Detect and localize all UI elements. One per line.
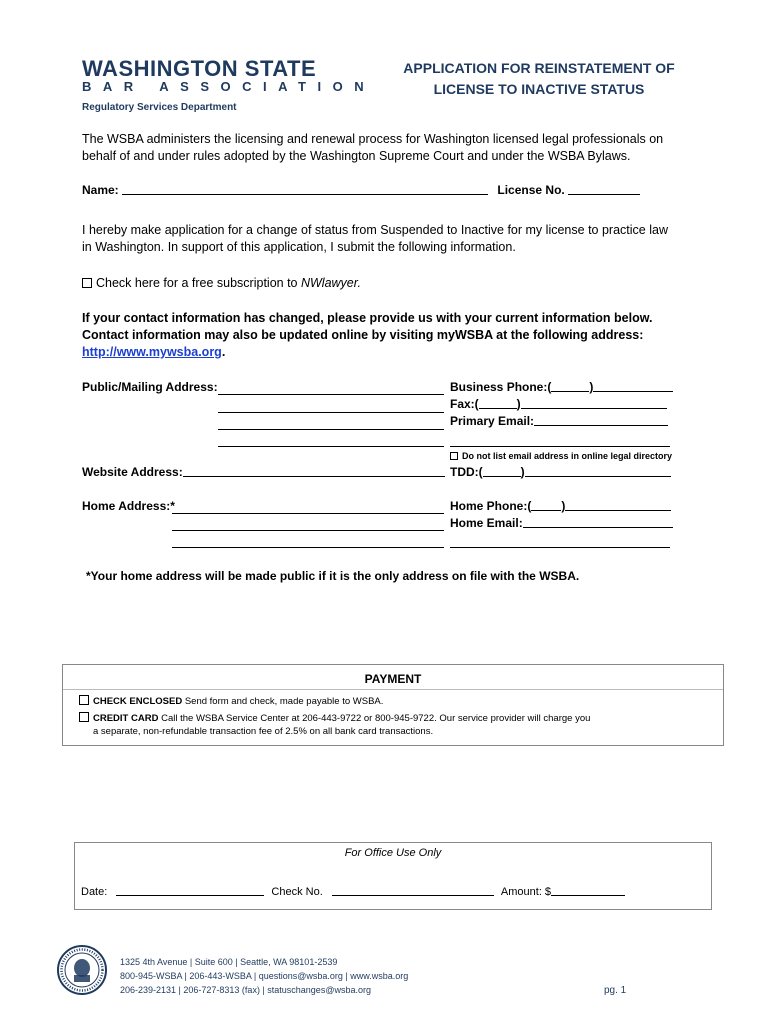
- primary-email-field-2[interactable]: [450, 446, 670, 447]
- fax-area-field[interactable]: [479, 408, 517, 409]
- document-title-line1: APPLICATION FOR REINSTATEMENT OF: [403, 60, 675, 76]
- home-phone-field[interactable]: [565, 510, 671, 511]
- home-address-line-1[interactable]: [172, 513, 444, 514]
- contact-notice-suffix: .: [221, 345, 226, 359]
- payment-box: [62, 664, 724, 746]
- mailing-address-line-4[interactable]: [218, 446, 444, 447]
- home-phone-label: Home Phone:(: [450, 499, 532, 513]
- business-phone-label: Business Phone:(: [450, 380, 552, 394]
- home-address-line-3[interactable]: [172, 547, 444, 548]
- website-field[interactable]: [183, 476, 445, 477]
- mailing-address-line-2[interactable]: [218, 412, 444, 413]
- credit-card-row: [79, 712, 590, 724]
- name-row: [82, 183, 640, 197]
- credit-card-fee-text: a separate, non-refundable transaction fee of 2.5% on all bank card transactions.: [93, 726, 434, 737]
- tdd-label: TDD:(: [450, 465, 483, 479]
- business-phone-area-field[interactable]: [551, 391, 589, 392]
- office-date-field[interactable]: [116, 895, 264, 896]
- document-title-line2: LICENSE TO INACTIVE STATUS: [433, 81, 645, 97]
- wsba-logo-subtitle: BAR ASSOCIATION: [82, 79, 376, 94]
- office-amount-field[interactable]: [551, 895, 625, 896]
- mywsba-link[interactable]: http://www.mywsba.org: [82, 345, 222, 359]
- subscription-label: Check here for a free subscription to: [96, 276, 301, 290]
- credit-card-text: Call the WSBA Service Center at 206-443-9722 or 800-945-9722. Our service provider will charge you: [158, 713, 591, 724]
- home-phone-row: Home Phone:( ): [450, 499, 671, 513]
- page-number: pg. 1: [604, 985, 627, 996]
- wsba-seal-icon: [56, 944, 108, 996]
- home-email-field-2[interactable]: [450, 547, 670, 548]
- primary-email-row: [450, 414, 668, 428]
- subscription-row: [82, 276, 361, 290]
- business-phone-field[interactable]: [593, 391, 673, 392]
- home-address-label: Home Address:*: [82, 499, 175, 513]
- mailing-address-line-3[interactable]: [218, 429, 444, 430]
- intro-paragraph: The WSBA administers the licensing and renewal process for Washington licensed legal professionals on behalf of and under rules adopted by the Washington Supreme Court and under the WSBA Bylaws.: [82, 132, 664, 163]
- footer-phones-email: 800-945-WSBA | 206-443-WSBA | questions@wsba.org | www.wsba.org: [120, 971, 409, 981]
- tdd-field[interactable]: [525, 476, 671, 477]
- payment-title: PAYMENT: [364, 672, 422, 686]
- name-field[interactable]: [122, 194, 488, 195]
- no-list-email-label: Do not list email address in online legal directory: [462, 451, 673, 461]
- document-title: [380, 58, 698, 100]
- nwlawyer-title: NWlawyer.: [300, 276, 361, 290]
- check-enclosed-checkbox[interactable]: [79, 695, 89, 705]
- application-statement: I hereby make application for a change of status from Suspended to Inactive for my license to practice law in Washington. In support of this application, I submit the following information.: [82, 223, 668, 254]
- name-label: Name:: [82, 183, 119, 197]
- wsba-logo-title: WASHINGTON STATE: [82, 56, 317, 81]
- mailing-address-label: Public/Mailing Address:: [82, 380, 218, 394]
- office-use-fields: [81, 886, 625, 898]
- office-check-no-field[interactable]: [332, 895, 494, 896]
- fax-field[interactable]: [521, 408, 667, 409]
- payment-divider: [63, 689, 723, 690]
- tdd-area-field[interactable]: [483, 476, 521, 477]
- credit-card-checkbox[interactable]: [79, 712, 89, 722]
- home-email-row: [450, 516, 673, 530]
- license-label: License No.: [497, 183, 565, 197]
- home-address-notice: *Your home address will be made public if it is the only address on file with the WSBA.: [86, 569, 580, 583]
- no-list-email-row: [450, 451, 672, 461]
- footer-fax-email: 206-239-2131 | 206-727-8313 (fax) | statuschanges@wsba.org: [120, 985, 371, 995]
- tdd-row: TDD:( ): [450, 465, 671, 479]
- license-number-field[interactable]: [568, 194, 640, 195]
- footer-address: 1325 4th Avenue | Suite 600 | Seattle, WA 98101-2539: [120, 957, 338, 967]
- subscription-checkbox[interactable]: [82, 278, 92, 288]
- primary-email-field[interactable]: [534, 425, 668, 426]
- department-name: Regulatory Services Department: [82, 102, 237, 113]
- home-address-line-2[interactable]: [172, 530, 444, 531]
- website-row: [82, 465, 445, 479]
- contact-notice-text: If your contact information has changed, please provide us with your current information below. Contact information may also be updated online by visiting myWSBA at the following address:: [82, 311, 653, 342]
- check-enclosed-row: [79, 695, 383, 707]
- check-enclosed-label: CHECK ENCLOSED: [93, 696, 183, 707]
- business-phone-row: Business Phone:( ): [450, 380, 673, 394]
- home-email-label: Home Email:: [450, 516, 523, 530]
- no-list-email-checkbox[interactable]: [450, 452, 458, 460]
- office-check-no-label: Check No.: [271, 886, 323, 898]
- primary-email-label: Primary Email:: [450, 414, 535, 428]
- credit-card-label: CREDIT CARD: [93, 713, 159, 724]
- check-enclosed-text: Send form and check, made payable to WSBA.: [182, 696, 384, 707]
- website-label: Website Address:: [82, 465, 183, 479]
- fax-label: Fax:(: [450, 397, 479, 411]
- contact-notice: [82, 310, 668, 361]
- office-amount-label: Amount: $: [500, 886, 552, 898]
- home-email-field[interactable]: [523, 527, 673, 528]
- office-date-label: Date:: [81, 886, 108, 898]
- office-use-title: For Office Use Only: [344, 847, 442, 859]
- home-phone-area-field[interactable]: [531, 510, 561, 511]
- office-use-box: [74, 842, 712, 910]
- mailing-address-line-1[interactable]: [218, 394, 444, 395]
- fax-row: Fax:( ): [450, 397, 667, 411]
